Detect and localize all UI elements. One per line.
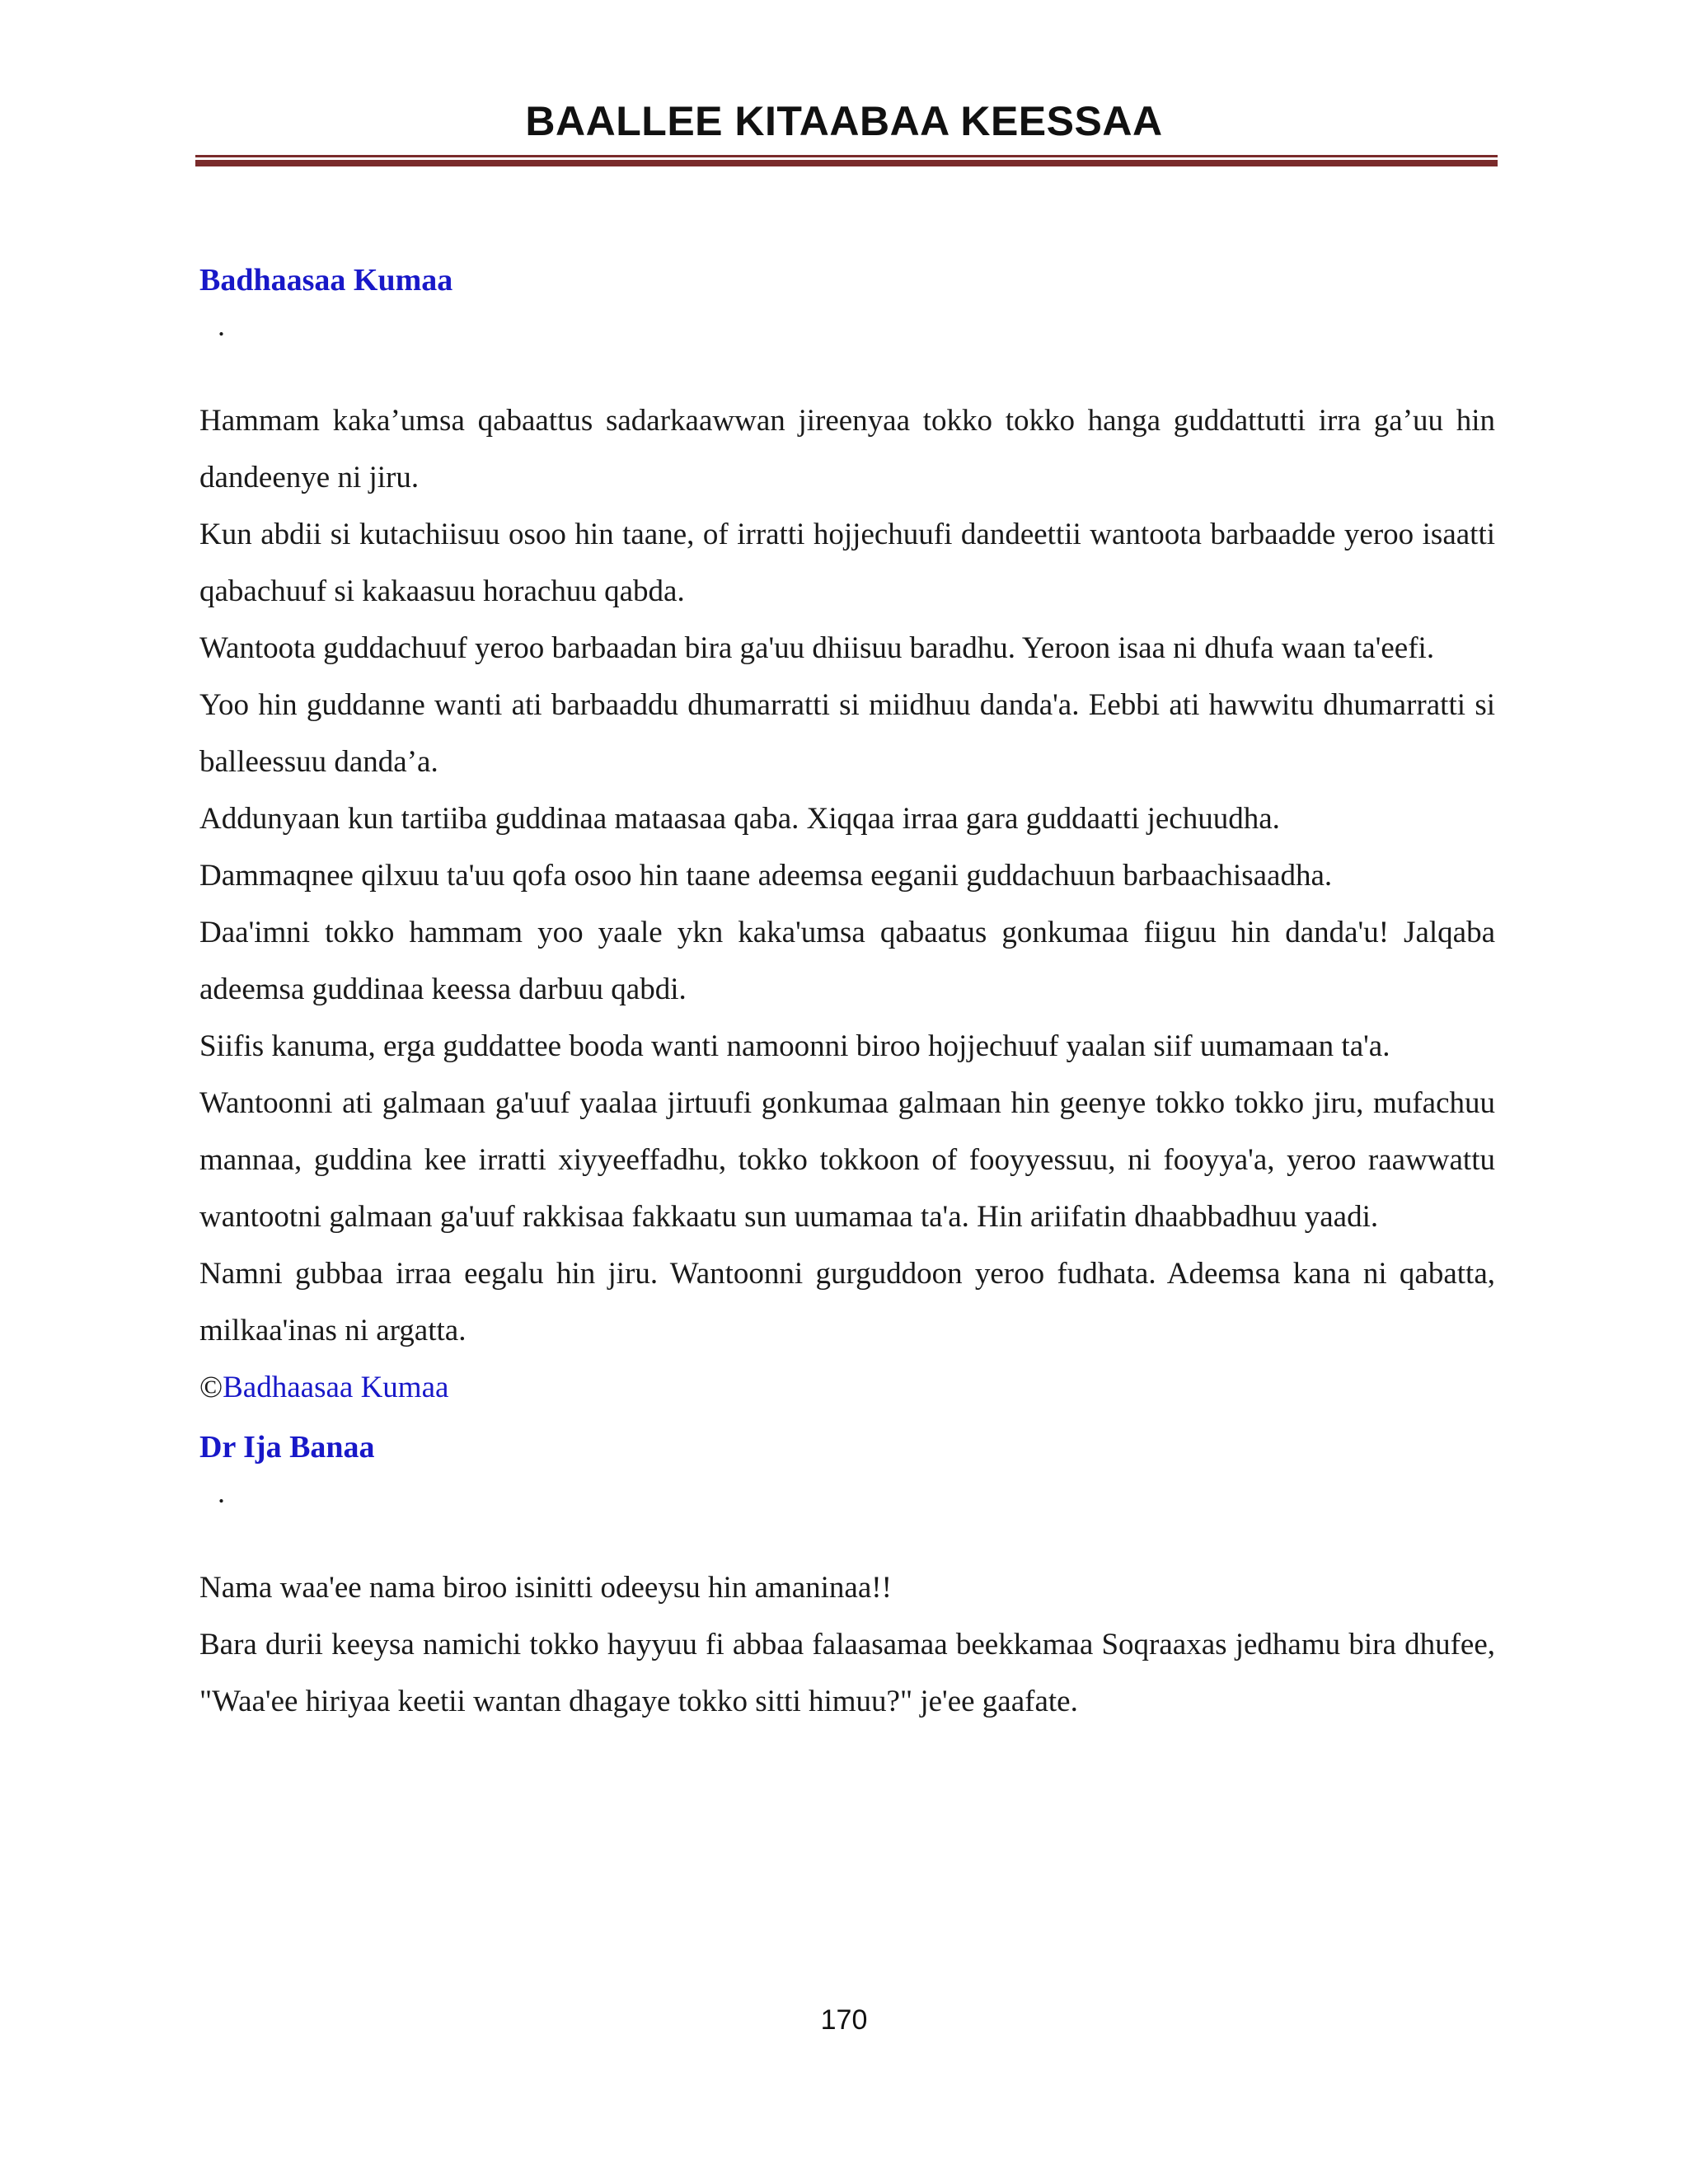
separator-dot: . — [218, 309, 225, 342]
paragraph: Wantoota guddachuuf yeroo barbaadan bira ga'uu dhiisuu baradhu. Yeroon isaa ni dhufa waan ta'eefi. — [199, 631, 1435, 665]
paragraph: Kun abdii si kutachiisuu osoo hin taane, of irratti hojjechuufi dandeettii wantoota barbaadde yeroo isaatti qabachuuf si kakaasuu horachuu qabda. — [199, 518, 1495, 608]
paragraph: Wantoonni ati galmaan ga'uuf yaalaa jirtuufi gonkumaa galmaan hin geenye tokko tokko jiru, mufachuu mannaa, guddina kee irratti xiyyeeffadhu, tokko tokkoon of fooyyessuu, ni fooyya'a, yeroo raawwattu wantootni galmaan ga'uuf rakkisaa fakkaatu sun uumamaa ta'a. Hin ariifatin dhaabbadhuu yaadi. — [199, 1086, 1495, 1234]
paragraph: Nama waa'ee nama biroo isinitti odeeysu hin amaninaa!! — [199, 1571, 892, 1605]
separator-dot: . — [218, 1476, 225, 1509]
paragraph: Hammam kaka’umsa qabaattus sadarkaawwan jireenyaa tokko tokko hanga guddattutti irra ga’uu hin dandeenye ni jiru. — [199, 404, 1495, 494]
paragraph: Daa'imni tokko hammam yoo yaale ykn kaka'umsa qabaatus gonkumaa fiiguu hin danda'u! Jalqaba adeemsa guddinaa keessa darbuu qabdi. — [199, 916, 1495, 1006]
copyright-line — [199, 1359, 1495, 1416]
copyright-symbol: © — [199, 1371, 223, 1404]
section-ija-banaa — [199, 1422, 1495, 1730]
paragraph: Yoo hin guddanne wanti ati barbaaddu dhumarratti si miidhuu danda'a. Eebbi ati hawwitu dhumarratti si balleessuu danda’a. — [199, 688, 1495, 779]
author-heading: Dr Ija Banaa — [199, 1430, 375, 1465]
header-rule-thin — [195, 155, 1498, 157]
author-heading: Badhaasaa Kumaa — [199, 263, 453, 298]
paragraph: Dammaqnee qilxuu ta'uu qofa osoo hin taane adeemsa eeganii guddachuun barbaachisaadha. — [199, 859, 1333, 893]
page-number: 170 — [820, 2004, 868, 2036]
paragraph: Siifis kanuma, erga guddattee booda wanti namoonni biroo hojjechuuf yaalan siif uumamaan ta'a. — [199, 1029, 1390, 1063]
paragraph: Bara durii keeysa namichi tokko hayyuu fi abbaa falaasamaa beekkamaa Soqraaxas jedhamu bira dhufee, "Waa'ee hiriyaa keetii wantan dhagaye tokko sitti himuu?" je'ee gaafate. — [199, 1628, 1495, 1718]
page-header-title: BAALLEE KITAABAA KEESSAA — [525, 98, 1163, 144]
header-rule-thick — [195, 160, 1498, 166]
section-badhaasaa — [199, 255, 1495, 1416]
paragraph: Addunyaan kun tartiiba guddinaa mataasaa qaba. Xiqqaa irraa gara guddaatti jechuudha. — [199, 802, 1280, 836]
copyright-author-link[interactable]: Badhaasaa Kumaa — [223, 1371, 449, 1404]
document-body — [199, 255, 1495, 1730]
paragraph: Namni gubbaa irraa eegalu hin jiru. Wantoonni gurguddoon yeroo fudhata. Adeemsa kana ni qabatta, milkaa'inas ni argatta. — [199, 1257, 1495, 1347]
